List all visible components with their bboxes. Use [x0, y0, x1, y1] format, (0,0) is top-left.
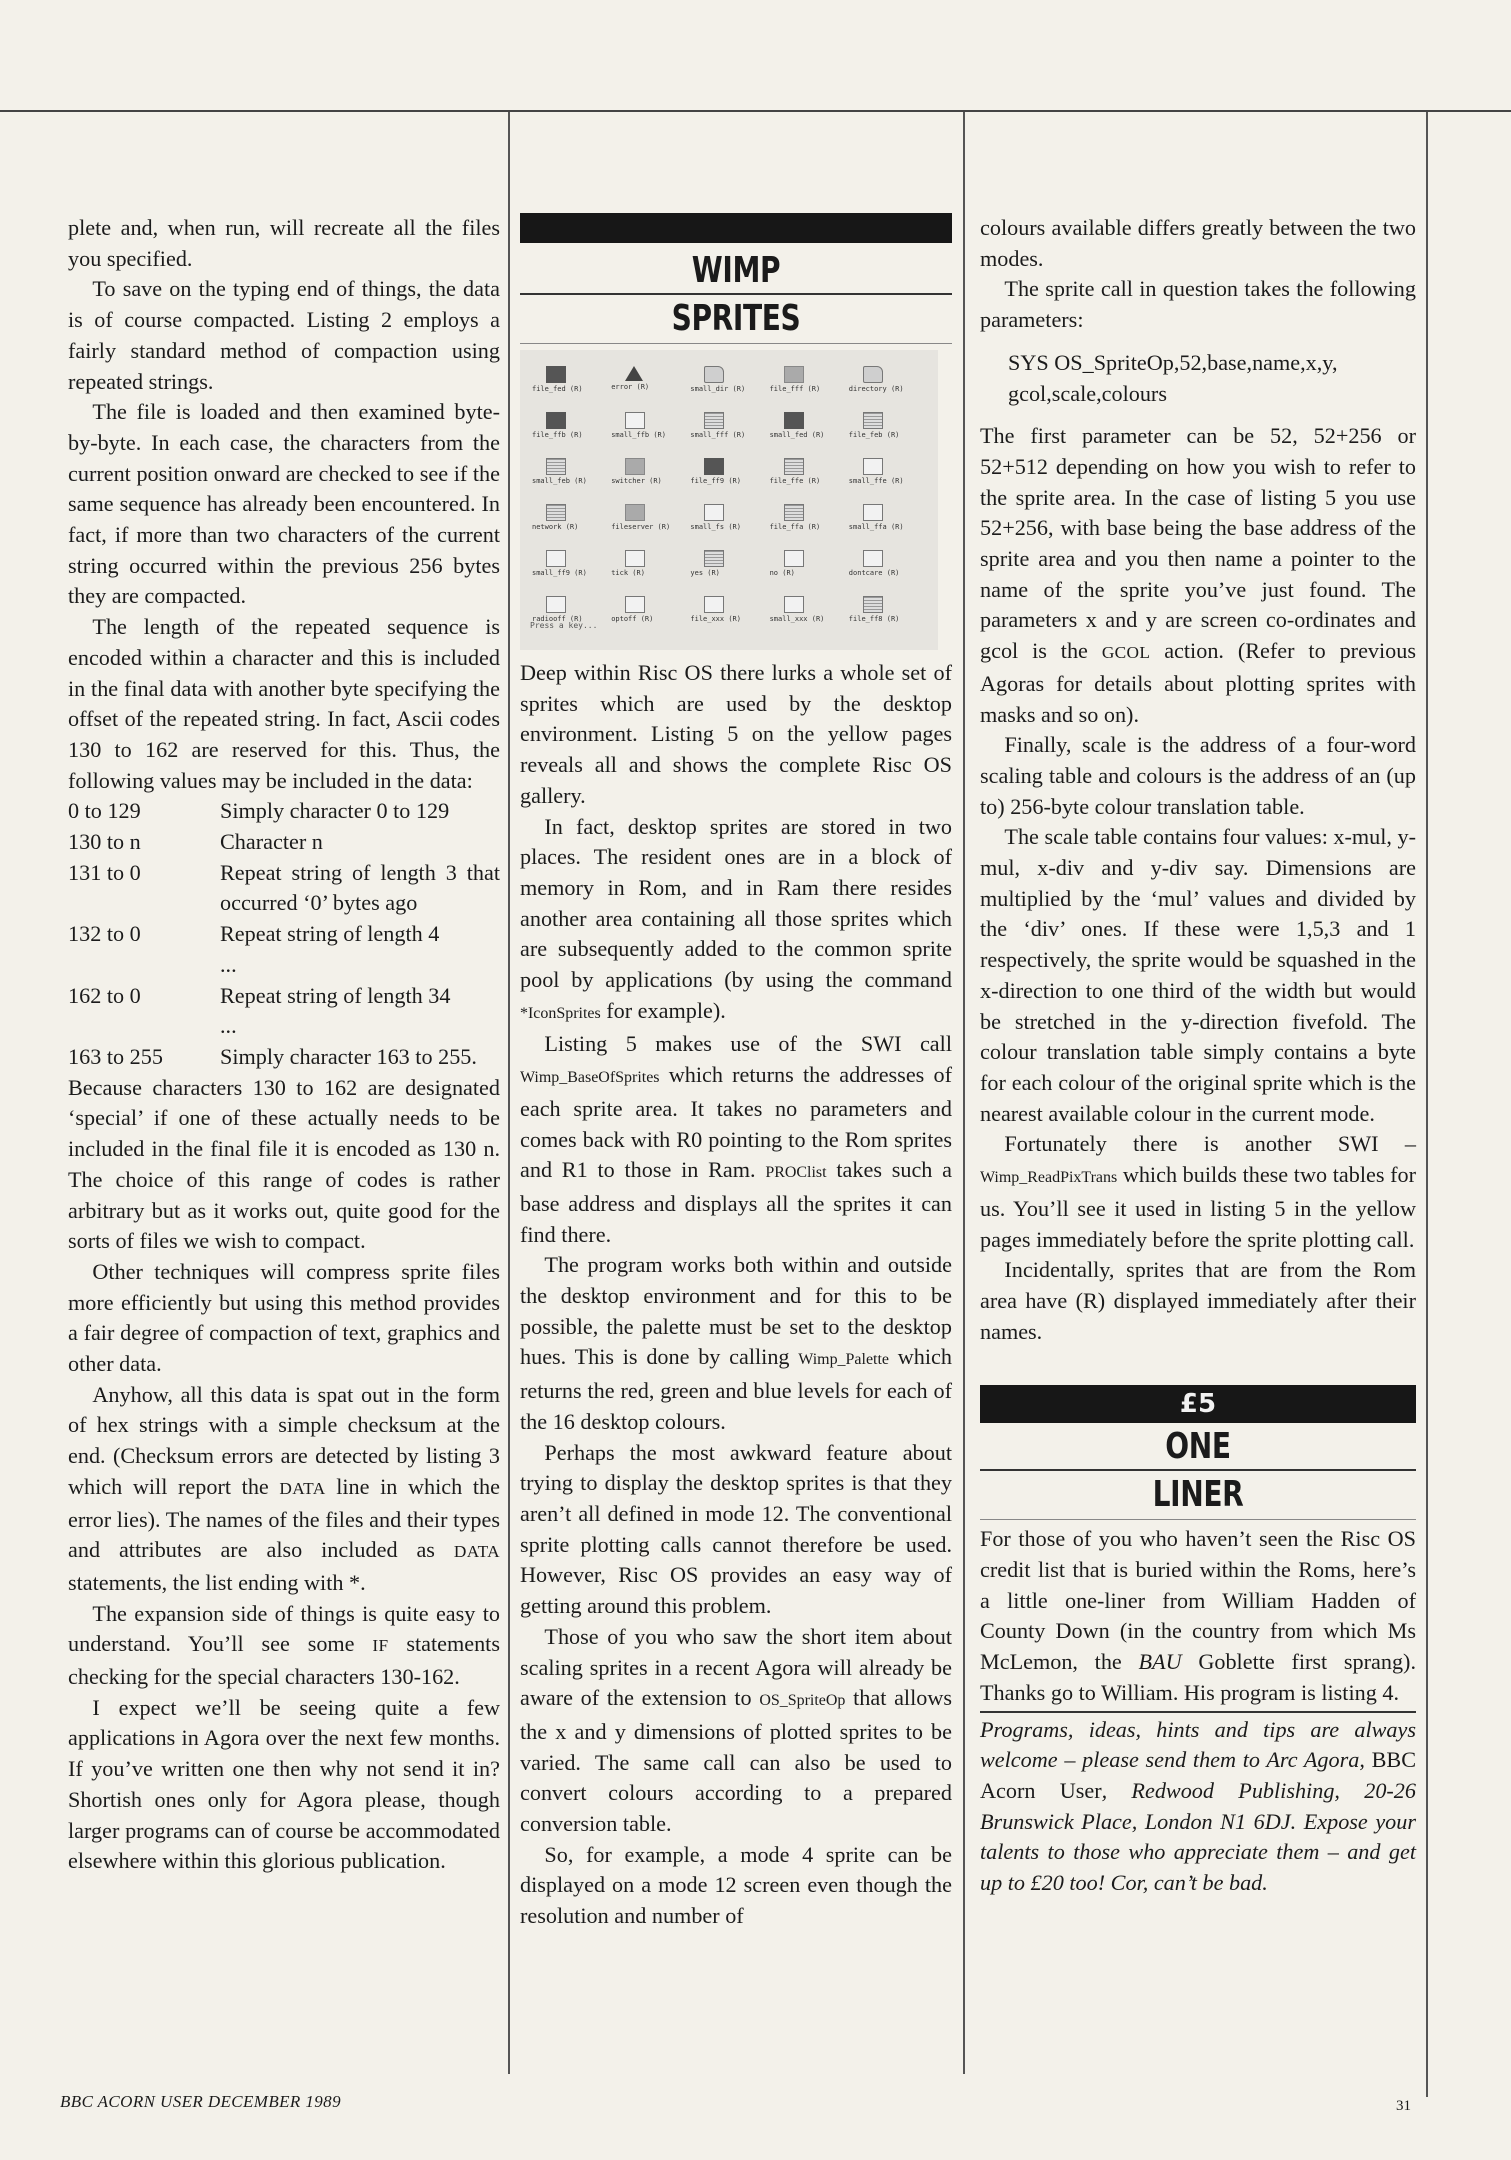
sprite-cell — [770, 544, 849, 586]
sprite-icon — [704, 596, 724, 613]
heading-rule — [520, 343, 952, 344]
paragraph: Incidentally, sprites that are from the Rom area have (R) displayed immediately after their names. — [980, 1257, 1416, 1344]
sprite-gallery-screenshot — [520, 350, 938, 650]
sprite-icon — [625, 596, 645, 613]
sprite-cell — [532, 406, 611, 448]
sprite-cell — [770, 452, 849, 494]
sprite-cell — [770, 498, 849, 540]
table-row: 131 to 0 Repeat string of length 3 that occurred ‘0’ bytes ago — [68, 859, 500, 916]
sprite-label: small_fff (R) — [690, 431, 746, 439]
sprite-icon — [704, 412, 724, 429]
paragraph: In fact, desktop sprites are stored in two places. The resident ones are in a block of memory in Rom, and in Ram there resides another area containing all those sprites which are subsequently added to the common sprite pool by applications (by using the command *IconSprites for example). — [520, 813, 952, 1023]
sprite-grid — [532, 360, 928, 632]
sprite-cell — [532, 498, 611, 540]
wimp-sprites-header — [520, 213, 952, 344]
sprite-icon — [546, 412, 566, 429]
sprite-cell — [611, 498, 690, 540]
paragraph: To save on the typing end of things, the data is of course compacted. Listing 2 employs a fairly standard method of compaction using repeated strings. — [68, 276, 500, 394]
submission-note: Programs, ideas, hints and tips are always welcome – please send them to Arc Agora, BBC Acorn User, Redwood Publishing, 20-26 Brunswick Place, London N1 6DJ. Expose your talents to those who appreciate them – and get up to £20 too! Cor, can’t be bad. — [980, 1716, 1416, 1896]
column-divider-right — [963, 112, 965, 2074]
sprite-icon — [704, 458, 724, 475]
sprite-icon — [625, 366, 643, 381]
sprite-label: small_ff9 (R) — [532, 569, 587, 577]
table-row: ... — [220, 951, 237, 977]
sprite-icon — [784, 504, 804, 521]
sprite-cell — [611, 544, 690, 586]
sprite-icon — [625, 458, 645, 475]
sprite-icon — [625, 550, 645, 567]
sprite-icon — [704, 504, 724, 521]
sprite-icon — [784, 412, 804, 429]
heading-rule — [980, 1519, 1416, 1520]
paragraph: Those of you who saw the short item about scaling sprites in a recent Agora will already be aware of the extension to OS_SpriteOp that allows the x and y dimensions of plotted sprites to be varied. The same call can also be used to convert colours according to a prepared conversion table. — [520, 1623, 953, 1837]
sprite-cell — [849, 544, 928, 586]
table-row: 0 to 129 Simply character 0 to 129 — [68, 798, 450, 824]
sprite-icon — [546, 458, 566, 475]
sprite-label: file_fff (R) — [769, 385, 821, 393]
sprite-cell — [611, 452, 690, 494]
sprite-label: file_ffb (R) — [532, 431, 583, 439]
sprite-icon — [784, 366, 804, 383]
paragraph: Anyhow, all this data is spat out in the form of hex strings with a simple checksum at the end. (Checksum errors are detected by listing 3 which will report the DATA line in which the error lies). The names of the files and their types and attributes are also included as DATA statements, the list ending with *. — [68, 1381, 500, 1595]
paragraph: Listing 5 makes use of the SWI call Wimp_BaseOfSprites which returns the addresses of each sprite area. It takes no parameters and comes back with R0 pointing to the Rom sprites and R1 to those in Ram. PROClist takes such a base address and displays all the sprites it can find there. — [520, 1031, 953, 1247]
sprite-cell — [690, 406, 769, 448]
heading-wimp: WIMP — [691, 250, 781, 291]
sprite-icon — [625, 504, 645, 521]
paragraph: The first parameter can be 52, 52+256 or 52+512 depending on how you wish to refer to the sprite area. In the case of listing 5 you use 52+256, with base being the base address of the sprite area and you then name a pointer to the name of the sprite you’ve just found. The parameters x and y are screen co-ordinates and gcol is the GCOL action. (Refer to previous Agoras for details about plotting sprites with masks and so on). — [980, 423, 1416, 727]
sprite-label: file_ffe (R) — [769, 477, 821, 485]
sprite-label: network (R) — [532, 523, 579, 531]
sprite-icon — [625, 412, 645, 429]
sprite-label: file_xxx (R) — [690, 615, 741, 623]
paragraph: Perhaps the most awkward feature about trying to display the desktop sprites is that they aren’t all defined in mode 12. The conventional sprite plotting calls cannot therefore be used. However, Risc OS provides an easy way of getting around this problem. — [520, 1439, 952, 1619]
sprite-label: dontcare (R) — [848, 569, 900, 577]
sprite-icon — [784, 596, 804, 613]
top-rule — [0, 110, 1511, 112]
sprite-label: switcher (R) — [611, 477, 662, 485]
sprite-label: file_ff8 (R) — [848, 615, 900, 623]
paragraph: Other techniques will compress sprite files more efficiently but using this method provides a fair degree of compaction of text, graphics and other data. — [68, 1258, 500, 1377]
sprite-cell — [849, 406, 928, 448]
sprite-cell — [611, 360, 690, 402]
sprite-label: small_dir (R) — [690, 385, 746, 393]
sprite-label: file_fed (R) — [532, 385, 583, 393]
paragraph: Because characters 130 to 162 are designated ‘special’ if one of these actually needs to be included in the final file it is encoded as 130 n. The choice of this range of codes is rather arbitrary but as it works out, quite good for the sorts of files we wish to compact. — [68, 1074, 500, 1254]
sys-call-example: SYS OS_SpriteOp,52,base,name,x,y, gcol,scale,colours — [1008, 349, 1338, 406]
code-value-table — [68, 796, 500, 1072]
sprite-label: no (R) — [769, 569, 795, 577]
prize-badge: £5 — [980, 1385, 1416, 1423]
paragraph: Fortunately there is another SWI – Wimp_ReadPixTrans which builds these two tables for us. You’ll see it used in listing 5 in the yellow pages immediately before the sprite plotting call. — [980, 1131, 1416, 1252]
sprite-cell — [690, 590, 769, 632]
sprite-cell — [770, 360, 849, 402]
sprite-cell — [849, 360, 928, 402]
sprite-icon — [704, 366, 724, 383]
paragraph: The sprite call in question takes the following parameters: — [980, 276, 1416, 333]
page-number: 31 — [1396, 2098, 1411, 2114]
sprite-label: small_fed (R) — [769, 431, 825, 439]
one-liner-header — [980, 1385, 1416, 1520]
sprite-cell — [690, 498, 769, 540]
sprite-label: small_fs (R) — [690, 523, 741, 531]
paragraph: Finally, scale is the address of a four-word scaling table and colours is the address of an (up to) 256-byte colour translation table. — [980, 732, 1416, 819]
sprite-cell — [532, 360, 611, 402]
heading-rule — [980, 1469, 1416, 1471]
paragraph: The length of the repeated sequence is encoded within a character and this is included in the final data with another byte specifying the offset of the repeated string. In fact, Ascii codes 130 to 162 are reserved for this. Thus, the following values may be included in the data: — [68, 614, 500, 793]
sprite-label: file_ffa (R) — [769, 523, 821, 531]
sprite-icon — [863, 412, 883, 429]
paragraph: The program works both within and outside the desktop environment and for this to be possible, the palette must be set to the desktop hues. This is done by calling Wimp_Palette which returns the red, green and blue levels for each of the 16 desktop colours. — [520, 1252, 952, 1434]
sprite-label: yes (R) — [690, 569, 720, 577]
sprite-label: directory (R) — [848, 385, 904, 393]
paragraph: The scale table contains four values: x-mul, y-mul, x-div and y-div say. Dimensions are multiplied by the ‘mul’ values and divided by the ‘div’ ones. If these were 1,5,3 and 1 respectively, the sprite would be squashed in the x-direction to one third of the width but would be stretched in the y-direction fivefold. The colour translation table simply contains a byte for each colour of the original sprite which is the nearest available colour in the current mode. — [980, 824, 1416, 1126]
press-key-prompt: Press a key... — [530, 621, 598, 631]
paragraph: colours available differs greatly between the two modes. — [980, 215, 1416, 271]
sprite-label: small_ffe (R) — [848, 477, 904, 485]
sprite-cell — [770, 406, 849, 448]
paragraph: For those of you who haven’t seen the Risc OS credit list that is buried within the Roms, here’s a little one-liner from William Hadden of County Down (in the country from which Ms McLemon, the BAU Goblette first sprang). Thanks go to William. His program is listing 4. — [980, 1526, 1416, 1705]
sprite-icon — [546, 550, 566, 567]
heading-rule — [520, 293, 952, 295]
table-row: 130 to n Character n — [68, 829, 323, 855]
sprite-label: tick (R) — [611, 569, 645, 577]
footer-masthead: BBC ACORN USER DECEMBER 1989 — [60, 2092, 341, 2111]
sprite-cell — [690, 544, 769, 586]
heading-bar — [520, 213, 952, 243]
sprite-cell — [532, 544, 611, 586]
column-divider-left — [508, 112, 510, 2074]
paragraph: The file is loaded and then examined byte-by-byte. In each case, the characters from the current position onward are checked to see if the same sequence has already been encountered. In fact, if more than two characters of the current string occurred within the previous 256 bytes they are compacted. — [68, 399, 500, 609]
sprite-cell — [690, 452, 769, 494]
sprite-icon — [863, 504, 883, 521]
sprite-icon — [863, 366, 883, 383]
sprite-label: small_ffb (R) — [611, 431, 666, 439]
sprite-cell — [770, 590, 849, 632]
paragraph: The expansion side of things is quite easy to understand. You’ll see some IF statements checking for the special characters 130-162. — [68, 1600, 500, 1690]
sprite-icon — [546, 504, 566, 521]
sprite-label: file_ff9 (R) — [690, 477, 741, 485]
sprite-cell — [532, 452, 611, 494]
sprite-label: optoff (R) — [611, 615, 654, 623]
sprite-icon — [546, 366, 566, 383]
sprite-icon — [863, 458, 883, 475]
sprite-label: fileserver (R) — [611, 523, 671, 531]
sprite-icon — [784, 550, 804, 567]
sprite-icon — [784, 458, 804, 475]
sprite-cell — [611, 406, 690, 448]
sprite-cell — [690, 360, 769, 402]
table-row: 162 to 0 Repeat string of length 34 — [68, 982, 451, 1008]
sprite-cell — [849, 498, 928, 540]
heading-one: ONE — [1165, 1426, 1231, 1468]
sprite-label: radiooff (R) — [532, 615, 583, 623]
sprite-icon — [704, 550, 724, 567]
heading-liner: LINER — [1152, 1474, 1244, 1516]
sprite-icon — [863, 550, 883, 567]
paragraph: I expect we’ll be seeing quite a few applications in Agora over the next few months. If you’ve written one then why not send it in? Shortish ones only for Agora please, though larger programs can of course be accommodated elsewhere within this glorious publication. — [68, 1694, 500, 1874]
paragraph: So, for example, a mode 4 sprite can be displayed on a mode 12 screen even though the resolution and number of — [520, 1841, 952, 1929]
sprite-icon — [863, 596, 883, 613]
table-row: 132 to 0 Repeat string of length 4 — [68, 921, 440, 947]
column-left — [68, 213, 500, 1877]
sprite-cell — [611, 590, 690, 632]
sprite-cell — [849, 590, 928, 632]
paragraph: plete and, when run, will recreate all the files you specified. — [68, 215, 500, 271]
paragraph: Deep within Risc OS there lurks a whole set of sprites which are used by the desktop environment. Listing 5 on the yellow pages reveals all and shows the complete Risc OS gallery. — [520, 660, 952, 808]
sprite-cell — [849, 452, 928, 494]
heading-sprites: SPRITES — [671, 298, 801, 339]
divider — [980, 1711, 1416, 1713]
sprite-label: error (R) — [611, 383, 650, 391]
page-edge-rule — [1426, 112, 1428, 2097]
sprite-label: file_feb (R) — [848, 431, 900, 439]
sprite-label: small_ffa (R) — [848, 523, 904, 531]
column-middle — [520, 213, 952, 1932]
table-row: ... — [220, 1013, 237, 1039]
column-right — [980, 213, 1416, 1899]
sprite-label: small_feb (R) — [532, 477, 587, 485]
table-row: 163 to 255 Simply character 163 to 255. — [68, 1043, 477, 1069]
sprite-label: small_xxx (R) — [769, 615, 825, 623]
